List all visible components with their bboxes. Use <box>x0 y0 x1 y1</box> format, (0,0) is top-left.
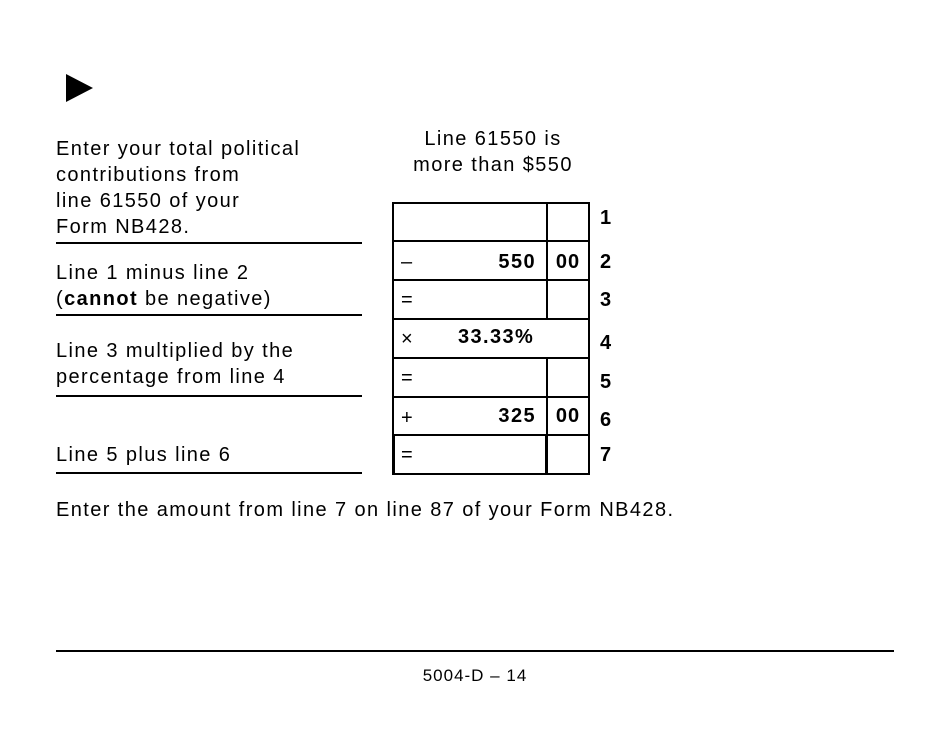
line7-operator: = <box>401 444 415 466</box>
line1-description-3: line 61550 of your <box>56 190 241 212</box>
emphasis-cannot: cannot <box>64 288 139 310</box>
line5-rule <box>56 395 362 397</box>
line4-rate: 33.33% <box>458 326 535 348</box>
line7-description: Line 5 plus line 6 <box>56 444 232 466</box>
line1-cents-field[interactable] <box>546 202 590 242</box>
line6-dollars: 325 <box>498 405 536 427</box>
line2-description-2: (cannot be negative) <box>56 288 272 310</box>
column-title-line1: Line 61550 is <box>424 128 562 150</box>
line2-number: 2 <box>600 251 612 273</box>
line1-number: 1 <box>600 207 612 229</box>
column-title-line2: more than $550 <box>413 154 573 176</box>
line6-cents: 00 <box>555 405 581 427</box>
line7-cents-field[interactable] <box>545 434 590 475</box>
line7-rule <box>56 472 362 474</box>
line4-description-1: Line 3 multiplied by the <box>56 340 295 362</box>
arrow-right-icon <box>66 74 93 102</box>
line5-amount-field[interactable] <box>392 357 548 398</box>
line6-operator: + <box>401 407 415 429</box>
line1-description-2: contributions from <box>56 164 241 186</box>
line4-operator: × <box>401 328 415 350</box>
footer-rule <box>56 650 894 652</box>
line2-cents: 00 <box>555 251 581 273</box>
line2-dollars: 550 <box>498 251 536 273</box>
line5-cents-field[interactable] <box>546 357 590 398</box>
line4-number: 4 <box>600 332 612 354</box>
line1-rule <box>56 242 362 244</box>
line3-cents-field[interactable] <box>546 279 590 320</box>
page-number: 5004-D – 14 <box>422 666 528 685</box>
line5-number: 5 <box>600 371 612 393</box>
instruction-text: Enter the amount from line 7 on line 87 of your Form NB428. <box>56 499 675 521</box>
line6-number: 6 <box>600 409 612 431</box>
line7-amount-field[interactable] <box>392 434 548 475</box>
line3-amount-field[interactable] <box>392 279 548 320</box>
line7-number: 7 <box>600 444 612 466</box>
line3-number: 3 <box>600 289 612 311</box>
line3-operator: = <box>401 289 415 311</box>
line1-description-4: Form NB428. <box>56 216 191 238</box>
line1-amount-field[interactable] <box>392 202 548 242</box>
line3-rule <box>56 314 362 316</box>
line5-operator: = <box>401 367 415 389</box>
line4-description-2: percentage from line 4 <box>56 366 286 388</box>
line2-operator: – <box>401 251 414 273</box>
line1-description-1: Enter your total political <box>56 138 301 160</box>
line2-description-1: Line 1 minus line 2 <box>56 262 250 284</box>
